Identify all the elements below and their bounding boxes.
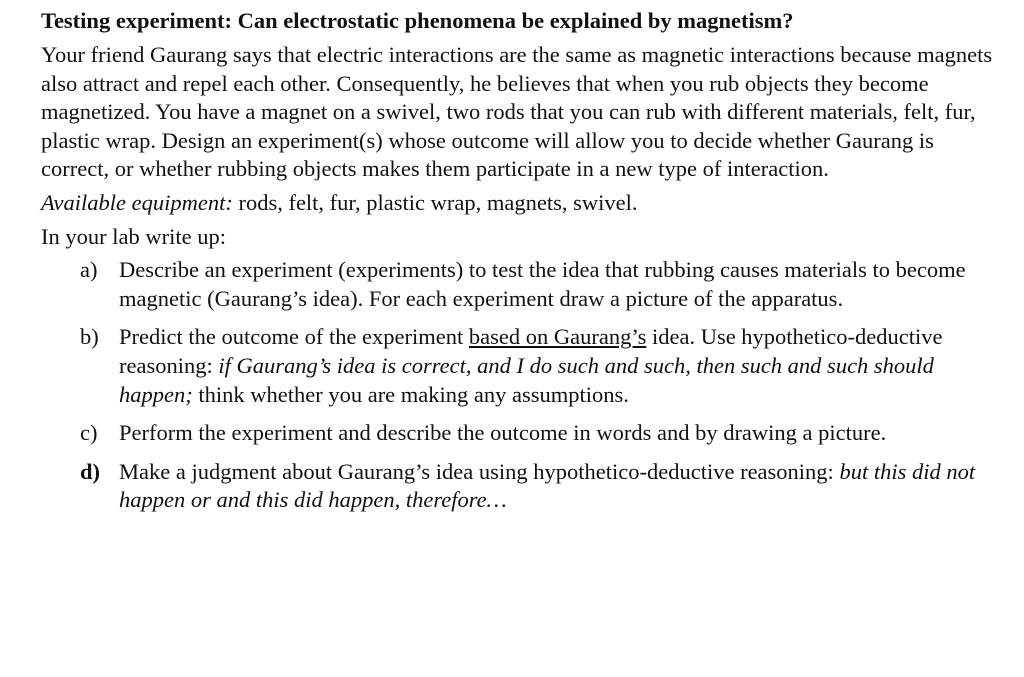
item-text-a: Describe an experiment (experiments) to test the idea that rubbing causes materials to become magnetic (Gaurang’s idea). For each experiment draw a picture of the apparatus. [119,257,966,311]
list-item-d [41,458,1001,515]
item-text-b-part3: think whether you are making any assumptions. [192,381,629,407]
item-text-b-italic: if Gaurang’s idea is correct, and I do such and such, then such and such should happen; [119,352,934,407]
item-text-c: Perform the experiment and describe the outcome in words and by drawing a picture. [119,420,887,446]
item-marker-d: d) [80,458,101,484]
item-marker-b: b) [80,324,99,350]
intro-paragraph: Your friend Gaurang says that electric interactions are the same as magnetic interactions because magnets also attract and repel each other. Consequently, he believes that when you rub objects they become magnetized. You have a magnet on a swivel, two rods that you can rub with different materials, felt, fur, plastic wrap. Design an experiment(s) whose outcome will allow you to decide whether Gaurang is correct, or whether rubbing objects makes them participate in a new type of interaction. [41,42,993,182]
list-item-b [41,323,1001,409]
writeup-intro: In your lab write up: [41,223,226,249]
item-text-b-part1: Predict the outcome of the experiment [119,324,469,350]
list-item-c [41,419,1001,448]
item-text-b-underlined: based on Gaurang’s [468,324,647,350]
item-marker-c: c) [80,420,98,446]
equipment-paragraph [41,189,1001,218]
writeup-list [41,256,1001,515]
item-text-b-part2: idea. Use hypothetico-deductive reasoning: [119,324,943,378]
equipment-list: rods, felt, fur, plastic wrap, magnets, swivel. [232,189,638,215]
item-marker-a: a) [80,257,98,283]
list-item-a [41,256,1001,313]
item-text-d: Make a judgment about Gaurang’s idea using hypothetico-deductive reasoning: [119,458,840,484]
document-title: Testing experiment: Can electrostatic phenomena be explained by magnetism? [41,8,794,33]
document-page [41,6,1001,525]
equipment-label: Available equipment: [41,189,233,215]
item-text-d-italic: but this did not happen or and this did happen, therefore… [119,458,976,513]
